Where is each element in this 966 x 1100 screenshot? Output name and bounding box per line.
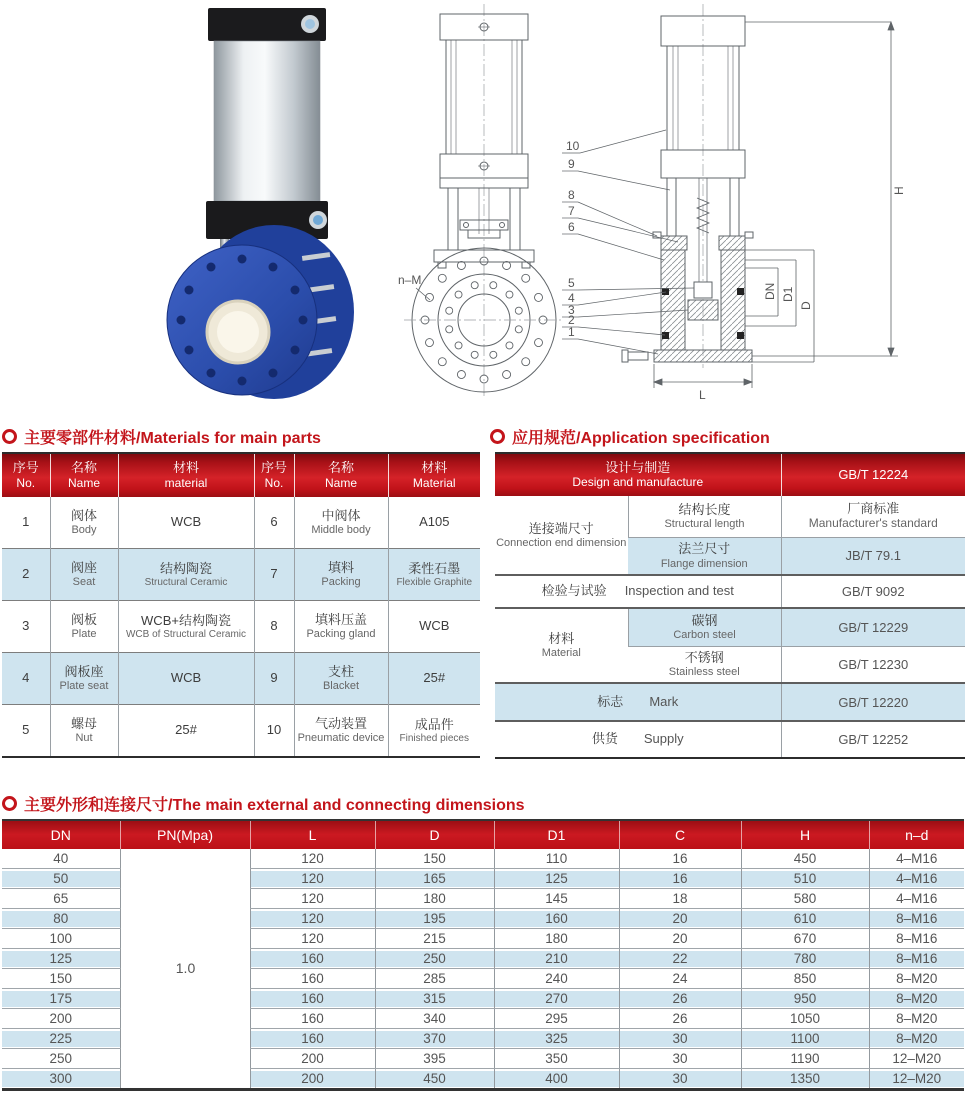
dimension-row — [2, 909, 964, 929]
dimension-row — [2, 989, 964, 1009]
dim-h-label: H — [892, 186, 906, 195]
dimensions-section-title — [2, 792, 525, 815]
cell-dn: 65 — [2, 889, 120, 909]
cell-c: 26 — [619, 1009, 741, 1029]
cell-no: 8 — [254, 601, 294, 653]
cell-name: 支柱 Blacket — [294, 653, 388, 705]
cell-l: 160 — [250, 989, 375, 1009]
cell-d: 180 — [375, 889, 494, 909]
cell-h: 450 — [741, 849, 869, 869]
cell-material: WCB+结构陶瓷 WCB of Structural Ceramic — [118, 601, 254, 653]
header-standard: GB/T 12224 — [781, 453, 965, 496]
row-supply — [495, 721, 965, 758]
header-design: 设计与制造 Design and manufacture — [495, 453, 781, 496]
cell-pn — [120, 989, 250, 1009]
cell-h: 1350 — [741, 1069, 869, 1090]
dim-l-label: L — [699, 388, 706, 402]
svg-text:2: 2 — [568, 313, 575, 327]
section-view-drawing — [558, 0, 962, 404]
section-bullet-icon — [2, 429, 17, 444]
row-mark — [495, 683, 965, 721]
cell-d: 195 — [375, 909, 494, 929]
cell-name: 填料压盖 Packing gland — [294, 601, 388, 653]
header-pn: PN(Mpa) — [120, 820, 250, 849]
cell-pn — [120, 1009, 250, 1029]
cell-l: 160 — [250, 949, 375, 969]
cell-no: 6 — [254, 497, 294, 549]
cell-pn — [120, 1029, 250, 1049]
cell-pn — [120, 1049, 250, 1069]
cell-l: 160 — [250, 1009, 375, 1029]
cell-mark-std: GB/T 12220 — [781, 683, 965, 721]
cell-name: 阀体 Body — [50, 497, 118, 549]
materials-table — [2, 452, 480, 758]
cell-pn — [120, 869, 250, 889]
cell-material: WCB — [118, 653, 254, 705]
cell-l: 120 — [250, 929, 375, 949]
cell-pn — [120, 929, 250, 949]
header-c: C — [619, 820, 741, 849]
cell-name: 填料 Packing — [294, 549, 388, 601]
cell-d1: 210 — [494, 949, 619, 969]
application-section-title — [490, 425, 770, 448]
cell-d1: 350 — [494, 1049, 619, 1069]
cell-d1: 270 — [494, 989, 619, 1009]
materials-row — [2, 705, 480, 758]
cell-material: 结构陶瓷 Structural Ceramic — [118, 549, 254, 601]
svg-text:5: 5 — [568, 276, 575, 290]
cell-d: 150 — [375, 849, 494, 869]
cell-nd: 8–M20 — [869, 969, 964, 989]
cell-h: 850 — [741, 969, 869, 989]
section-title-text: 主要零部件材料/Materials for main parts — [24, 430, 321, 447]
cell-structural: 结构长度 Structural length — [628, 496, 781, 537]
dimension-row — [2, 869, 964, 889]
front-view-drawing — [396, 4, 564, 396]
application-header-row — [495, 453, 965, 496]
cell-d: 340 — [375, 1009, 494, 1029]
cell-h: 1190 — [741, 1049, 869, 1069]
dimension-row — [2, 1029, 964, 1049]
cell-material: WCB — [388, 601, 480, 653]
cell-c: 24 — [619, 969, 741, 989]
cell-l: 200 — [250, 1049, 375, 1069]
cell-d: 165 — [375, 869, 494, 889]
dimension-row — [2, 1009, 964, 1029]
dimension-row — [2, 889, 964, 909]
header-nd: n–d — [869, 820, 964, 849]
cell-pn — [120, 909, 250, 929]
cell-name: 阀板 Plate — [50, 601, 118, 653]
svg-text:10: 10 — [566, 139, 580, 153]
cell-d1: 125 — [494, 869, 619, 889]
cell-h: 670 — [741, 929, 869, 949]
cell-no: 4 — [2, 653, 50, 705]
section-bullet-icon — [2, 796, 17, 811]
cell-nd: 4–M16 — [869, 849, 964, 869]
row-inspection — [495, 575, 965, 608]
cell-pn — [120, 1069, 250, 1090]
svg-text:9: 9 — [568, 157, 575, 171]
cell-flange: 法兰尺寸 Flange dimension — [628, 537, 781, 575]
cell-d1: 145 — [494, 889, 619, 909]
cell-nd: 8–M16 — [869, 949, 964, 969]
cell-material: 25# — [118, 705, 254, 758]
header-name: 名称 Name — [50, 453, 118, 497]
cell-l: 200 — [250, 1069, 375, 1090]
dimension-row — [2, 969, 964, 989]
cell-h: 1100 — [741, 1029, 869, 1049]
dimension-row — [2, 849, 964, 869]
cell-stainless: 不锈钢 Stainless steel — [628, 646, 781, 683]
materials-row — [2, 497, 480, 549]
cell-dn: 150 — [2, 969, 120, 989]
header-d1: D1 — [494, 820, 619, 849]
cell-pn — [120, 849, 250, 869]
cell-d1: 110 — [494, 849, 619, 869]
dimension-row — [2, 929, 964, 949]
cell-d1: 325 — [494, 1029, 619, 1049]
cell-pn — [120, 969, 250, 989]
cell-c: 18 — [619, 889, 741, 909]
cell-structural-std: 厂商标准 Manufacturer's standard — [781, 496, 965, 537]
cell-h: 1050 — [741, 1009, 869, 1029]
svg-text:4: 4 — [568, 291, 575, 305]
materials-section-title — [2, 425, 321, 448]
application-table — [495, 452, 965, 759]
header-h: H — [741, 820, 869, 849]
dimension-row — [2, 1069, 964, 1090]
cell-c: 30 — [619, 1049, 741, 1069]
cell-carbon-std: GB/T 12229 — [781, 608, 965, 646]
svg-text:3: 3 — [568, 303, 575, 317]
cell-material: 成品件 Finished pieces — [388, 705, 480, 758]
cell-no: 5 — [2, 705, 50, 758]
cell-dn: 50 — [2, 869, 120, 889]
cell-c: 20 — [619, 929, 741, 949]
cell-dn: 175 — [2, 989, 120, 1009]
cell-d: 450 — [375, 1069, 494, 1090]
cell-mark: 标志 Mark — [495, 683, 781, 721]
cell-c: 16 — [619, 849, 741, 869]
cell-c: 26 — [619, 989, 741, 1009]
cell-no: 2 — [2, 549, 50, 601]
header-name: 名称 Name — [294, 453, 388, 497]
cell-l: 160 — [250, 1029, 375, 1049]
part-callouts — [566, 139, 580, 339]
materials-row — [2, 601, 480, 653]
cell-no: 3 — [2, 601, 50, 653]
cell-d: 215 — [375, 929, 494, 949]
header-no: 序号 No. — [2, 453, 50, 497]
cell-l: 120 — [250, 909, 375, 929]
row-structural-length — [495, 496, 965, 537]
cell-l: 160 — [250, 969, 375, 989]
cell-material-label: 材料 Material — [495, 608, 628, 683]
cell-supply: 供货 Supply — [495, 721, 781, 758]
cell-c: 30 — [619, 1069, 741, 1090]
dimensions-header-row — [2, 820, 964, 849]
cell-inspection: 检验与试验 Inspection and test — [495, 575, 781, 608]
row-carbon-steel — [495, 608, 965, 646]
section-bullet-icon — [490, 429, 505, 444]
dimension-row — [2, 1049, 964, 1069]
svg-text:7: 7 — [568, 204, 575, 218]
cell-d1: 400 — [494, 1069, 619, 1090]
section-title-text: 应用规范/Application specification — [512, 430, 770, 447]
cell-d: 370 — [375, 1029, 494, 1049]
cell-dn: 225 — [2, 1029, 120, 1049]
valve-product-photo — [152, 2, 384, 404]
cell-h: 780 — [741, 949, 869, 969]
dim-d-label: D — [799, 301, 813, 310]
header-dn: DN — [2, 820, 120, 849]
cell-c: 30 — [619, 1029, 741, 1049]
materials-row — [2, 549, 480, 601]
cell-no: 1 — [22, 514, 30, 530]
cell-nd: 8–M16 — [869, 909, 964, 929]
cell-no: 9 — [254, 653, 294, 705]
pn-merged-value: 1.0 — [175, 960, 196, 976]
dimension-row — [2, 949, 964, 969]
cell-h: 610 — [741, 909, 869, 929]
cell-h: 950 — [741, 989, 869, 1009]
cell-h: 510 — [741, 869, 869, 889]
cell-d: 315 — [375, 989, 494, 1009]
cell-connection: 连接端尺寸 Connection end dimension — [496, 520, 627, 549]
pneumatic-cylinder — [214, 41, 320, 201]
header-material: 材料 material — [118, 453, 254, 497]
header-material: 材料 Material — [388, 453, 480, 497]
cell-c: 22 — [619, 949, 741, 969]
cell-nd: 12–M20 — [869, 1069, 964, 1090]
cell-dn: 40 — [2, 849, 120, 869]
cell-name: 阀座 Seat — [50, 549, 118, 601]
cell-nd: 4–M16 — [869, 869, 964, 889]
cell-d1: 240 — [494, 969, 619, 989]
cell-dn: 250 — [2, 1049, 120, 1069]
dim-d1-label: D1 — [781, 286, 795, 302]
cell-inspection-std: GB/T 9092 — [781, 575, 965, 608]
svg-text:6: 6 — [568, 220, 575, 234]
header-l: L — [250, 820, 375, 849]
cell-dn: 80 — [2, 909, 120, 929]
cell-l: 120 — [250, 889, 375, 909]
cell-pn — [120, 889, 250, 909]
cell-material: 25# — [388, 653, 480, 705]
cell-flange-std: JB/T 79.1 — [781, 537, 965, 575]
svg-text:8: 8 — [568, 188, 575, 202]
dimensions-table — [2, 819, 964, 1091]
cell-h: 580 — [741, 889, 869, 909]
materials-row — [2, 653, 480, 705]
cell-l: 120 — [250, 849, 375, 869]
cell-l: 120 — [250, 869, 375, 889]
cell-name: 阀板座 Plate seat — [50, 653, 118, 705]
cell-nd: 4–M16 — [869, 889, 964, 909]
cell-nd: 8–M20 — [869, 1029, 964, 1049]
cell-stainless-std: GB/T 12230 — [781, 646, 965, 683]
header-no: 序号 No. — [254, 453, 294, 497]
cell-nd: 8–M20 — [869, 1009, 964, 1029]
cell-d: 395 — [375, 1049, 494, 1069]
cell-nd: 8–M20 — [869, 989, 964, 1009]
materials-header-row — [2, 453, 480, 497]
cell-d1: 295 — [494, 1009, 619, 1029]
cell-material: WCB — [118, 497, 254, 549]
cell-d: 285 — [375, 969, 494, 989]
cell-d: 250 — [375, 949, 494, 969]
cell-material: 柔性石墨 Flexible Graphite — [388, 549, 480, 601]
cell-dn: 100 — [2, 929, 120, 949]
cell-c: 20 — [619, 909, 741, 929]
cell-no: 7 — [254, 549, 294, 601]
cell-c: 16 — [619, 869, 741, 889]
svg-text:1: 1 — [568, 325, 575, 339]
cell-pn — [120, 949, 250, 969]
header-d: D — [375, 820, 494, 849]
cell-carbon: 碳钢 Carbon steel — [628, 608, 781, 646]
cell-d1: 160 — [494, 909, 619, 929]
cell-d1: 180 — [494, 929, 619, 949]
cell-no: 10 — [254, 705, 294, 758]
cell-dn: 125 — [2, 949, 120, 969]
cell-name: 气动装置 Pneumatic device — [294, 705, 388, 758]
cell-dn: 300 — [2, 1069, 120, 1090]
dim-dn-label: DN — [763, 282, 777, 300]
cell-nd: 8–M16 — [869, 929, 964, 949]
cell-supply-std: GB/T 12252 — [781, 721, 965, 758]
bolt-pattern-label: n–M — [398, 273, 422, 287]
cell-nd: 12–M20 — [869, 1049, 964, 1069]
cell-name: 螺母 Nut — [50, 705, 118, 758]
section-title-text: 主要外形和连接尺寸/The main external and connecting dimensions — [24, 797, 525, 814]
cell-dn: 200 — [2, 1009, 120, 1029]
cell-material: A105 — [388, 497, 480, 549]
cell-name: 中阀体 Middle body — [294, 497, 388, 549]
